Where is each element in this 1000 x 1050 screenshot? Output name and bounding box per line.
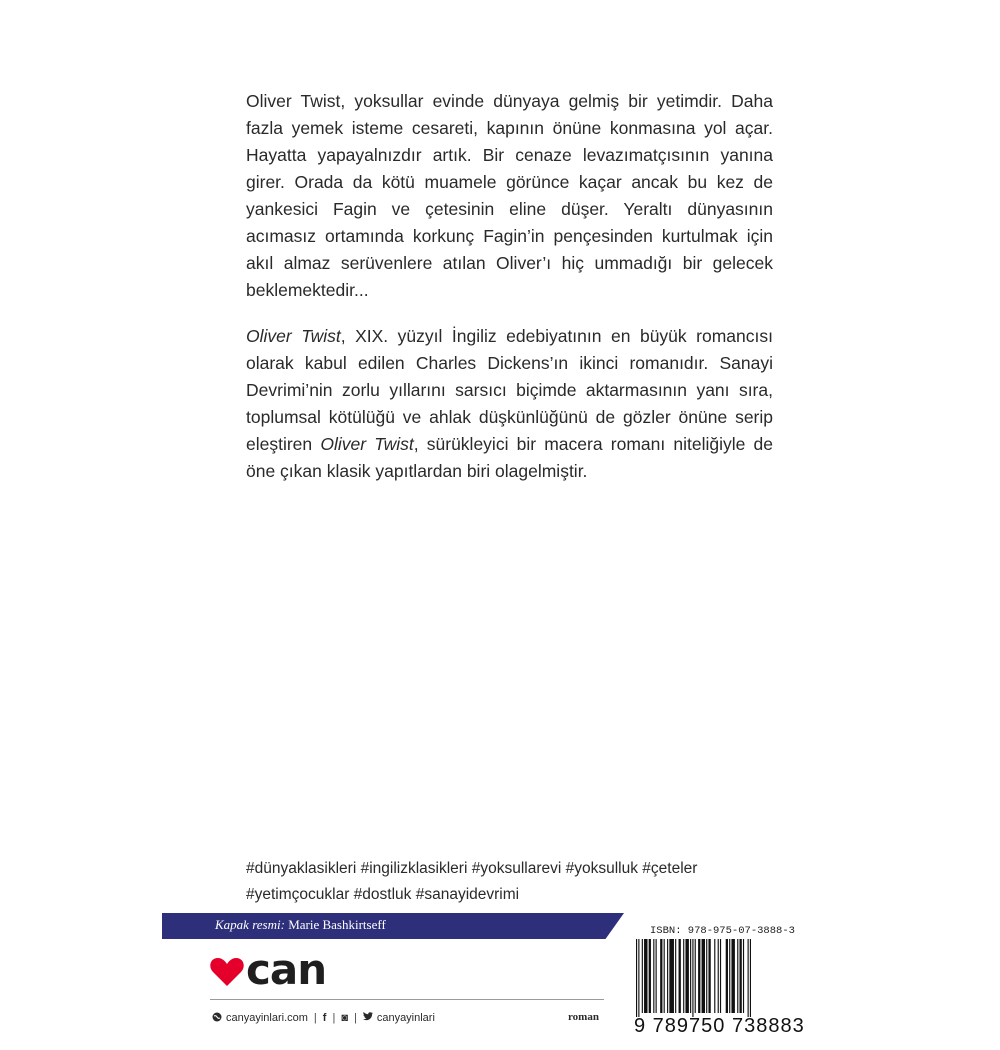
hashtag-list — [246, 856, 766, 908]
cover-art-credit — [215, 917, 386, 933]
barcode-bar — [702, 939, 705, 1013]
book-title-italic: Oliver Twist — [246, 326, 341, 346]
barcode-bar — [636, 939, 637, 1017]
barcode-bar — [679, 939, 681, 1013]
globe-icon — [212, 1012, 222, 1025]
barcode-bar — [664, 939, 665, 1013]
genre-label: roman — [568, 1011, 599, 1023]
back-cover-blurb — [246, 88, 773, 485]
separator: | — [353, 1012, 357, 1024]
barcode-bar — [685, 939, 688, 1013]
ean-number: 9 789750 738883 — [634, 1015, 805, 1037]
barcode-bar — [675, 939, 676, 1013]
twitter-icon[interactable] — [363, 1012, 373, 1024]
publisher-logo: can — [246, 945, 327, 994]
book-title-italic: Oliver Twist — [320, 434, 414, 454]
facebook-icon[interactable]: f — [322, 1012, 327, 1024]
barcode-bar — [660, 939, 662, 1013]
barcode-bar — [714, 939, 715, 1013]
barcode-bar — [748, 939, 749, 1017]
barcode-bar — [726, 939, 728, 1013]
credit-name: Marie Bashkirtseff — [288, 917, 386, 932]
barcode-bar — [706, 939, 707, 1013]
heart-icon — [210, 957, 244, 987]
hashtag-line-2: #yetimçocuklar #dostluk #sanayidevrimi — [246, 886, 520, 903]
barcode-bar — [698, 939, 700, 1013]
barcode-bar — [649, 939, 651, 1013]
instagram-icon[interactable]: ◙ — [341, 1012, 348, 1024]
barcode-bar — [642, 939, 643, 1013]
publisher-footer — [212, 1010, 435, 1026]
blurb-text: , XIX. yüzyıl İngiliz edebiyatının en büyük romancısı olarak kabul edilen Charles Dickens’ın ikinci romanıdır. Sanayi Devrimi’nin zorlu yıllarını sarsıcı biçimde aktarmasının yanı sıra, toplumsal kötülüğü ve ahlak düşkünlüğünü de gözler önüne serip eleştiren — [246, 326, 773, 454]
barcode-bar — [695, 939, 696, 1013]
barcode-bar — [737, 939, 738, 1013]
barcode-bar — [638, 939, 639, 1017]
blurb-text: , sürükleyici bir macera romanı niteliğiyle de öne çıkan klasik yapıtlardan biri olagelmiştir. — [246, 434, 774, 481]
blurb-paragraph-1: Oliver Twist, yoksullar evinde dünyaya gelmiş bir yetimdir. Daha fazla yemek isteme cesareti, kapının önüne konmasına yol açar. Hayatta yapayalnızdır artık. Bir cenaze levazımatçısının yanına girer. Orada da kötü muamele görünce kaçar ancak bu kez de yankesici Fagin ve çetesinin eline düşer. Yeraltı dünyasının acımasız ortamında korkunç Fagin’in pençesinden kurtulmak için akıl almaz serüvenlere atılan Oliver’ı hiç ummadığı bir gelecek beklemektedir... — [246, 91, 773, 300]
barcode — [636, 939, 790, 1017]
credit-label: Kapak resmi: — [215, 917, 285, 932]
barcode-bar — [667, 939, 668, 1013]
barcode-bar — [690, 939, 691, 1013]
barcode-bar — [729, 939, 730, 1013]
separator: | — [332, 1012, 336, 1024]
website-link[interactable]: canyayinlari.com — [226, 1012, 308, 1024]
separator: | — [313, 1012, 317, 1024]
hashtag-line-1: #dünyaklasikleri #ingilizklasikleri #yoksullarevi #yoksulluk #çeteler — [246, 860, 698, 877]
barcode-bar — [644, 939, 647, 1013]
blurb-paragraph-2 — [246, 323, 773, 485]
barcode-bar — [683, 939, 684, 1013]
barcode-bar — [750, 939, 751, 1017]
barcode-bar — [653, 939, 654, 1013]
barcode-bar — [656, 939, 657, 1013]
barcode-bar — [692, 939, 693, 1017]
barcode-bar — [731, 939, 734, 1013]
footer-divider — [210, 999, 604, 1000]
isbn-label: ISBN: 978-975-07-3888-3 — [650, 925, 795, 937]
barcode-bar — [708, 939, 710, 1013]
social-handle[interactable]: canyayinlari — [376, 1012, 435, 1024]
barcode-bar — [669, 939, 674, 1013]
barcode-bar — [740, 939, 742, 1013]
barcode-bar — [718, 939, 719, 1013]
barcode-bar — [720, 939, 721, 1013]
barcode-bar — [743, 939, 744, 1013]
